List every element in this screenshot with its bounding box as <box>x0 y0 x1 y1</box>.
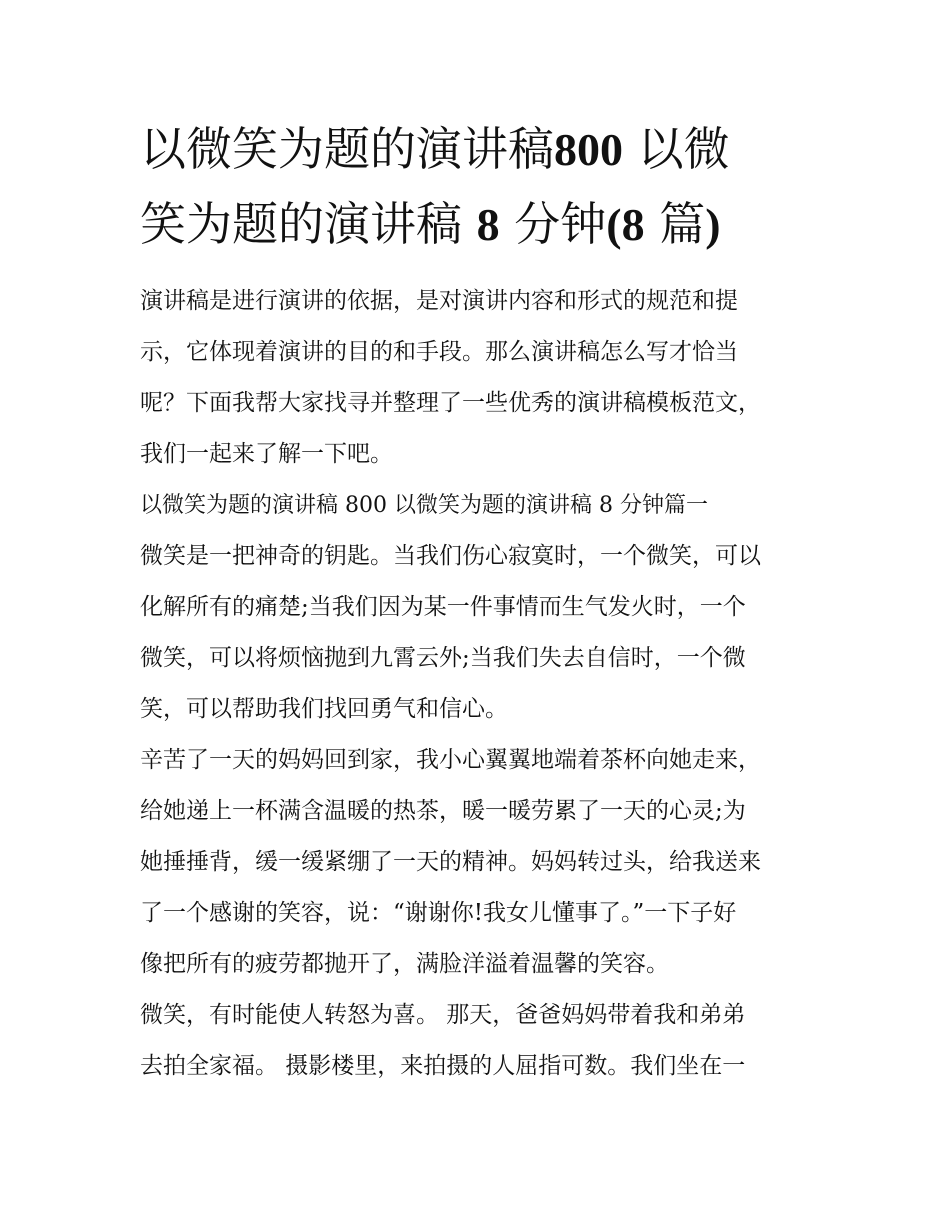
intro-paragraph <box>140 276 830 480</box>
document-title <box>140 112 830 262</box>
text-line: 像把所有的疲劳都抛开了，满脸洋溢着温馨的笑容。 <box>140 951 669 977</box>
body-paragraph-2 <box>140 735 830 990</box>
title-number: ) <box>705 199 721 250</box>
text-line: 示，它体现着演讲的目的和手段。那么演讲稿怎么写才恰当 <box>140 339 738 365</box>
text-line: 微笑是一把神奇的钥匙。当我们伤心寂寞时，一个微笑，可以 <box>140 543 761 569</box>
section-heading-text: 以微笑为题的演讲稿 800 以微笑为题的演讲稿 8 分钟篇一 <box>140 493 708 518</box>
text-line: 了一个感谢的笑容，说：“谢谢你!我女儿懂事了。”一下子好 <box>140 900 737 926</box>
text-line: 微笑，有时能使人转怒为喜。 那天，爸爸妈妈带着我和弟弟 <box>140 1002 746 1028</box>
title-text: 以微 <box>623 122 730 176</box>
title-text: 笑为题的演讲稿 <box>140 197 477 251</box>
text-line: 化解所有的痛楚;当我们因为某一件事情而生气发火时，一个 <box>140 594 746 620</box>
section-heading <box>140 480 830 531</box>
title-line-2 <box>140 187 830 262</box>
document-page <box>140 112 830 1092</box>
title-number: 800 <box>554 124 623 175</box>
body-paragraph-1 <box>140 531 830 735</box>
text-line: 演讲稿是进行演讲的依据，是对演讲内容和形式的规范和提 <box>140 288 738 314</box>
text-line: 微笑，可以将烦恼抛到九霄云外;当我们失去自信时，一个微 <box>140 645 746 671</box>
title-line-1 <box>140 112 830 187</box>
title-text: 篇 <box>644 197 706 251</box>
text-line: 呢？下面我帮大家找寻并整理了一些优秀的演讲稿模板范文， <box>140 390 761 416</box>
title-number: 8 <box>476 199 500 250</box>
text-line: 她捶捶背，缓一缓紧绷了一天的精神。妈妈转过头，给我送来 <box>140 849 761 875</box>
title-number: (8 <box>606 199 645 250</box>
body-paragraph-3 <box>140 990 830 1092</box>
text-line: 给她递上一杯满含温暖的热茶，暖一暖劳累了一天的心灵;为 <box>140 798 746 824</box>
text-line: 笑，可以帮助我们找回勇气和信心。 <box>140 696 508 722</box>
text-line: 我们一起来了解一下吧。 <box>140 441 393 467</box>
text-line: 去拍全家福。 摄影楼里，来拍摄的人屈指可数。我们坐在一 <box>140 1053 746 1079</box>
title-text: 分钟 <box>499 197 607 251</box>
text-line: 辛苦了一天的妈妈回到家，我小心翼翼地端着茶杯向她走来， <box>140 747 761 773</box>
title-text: 以微笑为题的演讲稿 <box>140 122 554 176</box>
